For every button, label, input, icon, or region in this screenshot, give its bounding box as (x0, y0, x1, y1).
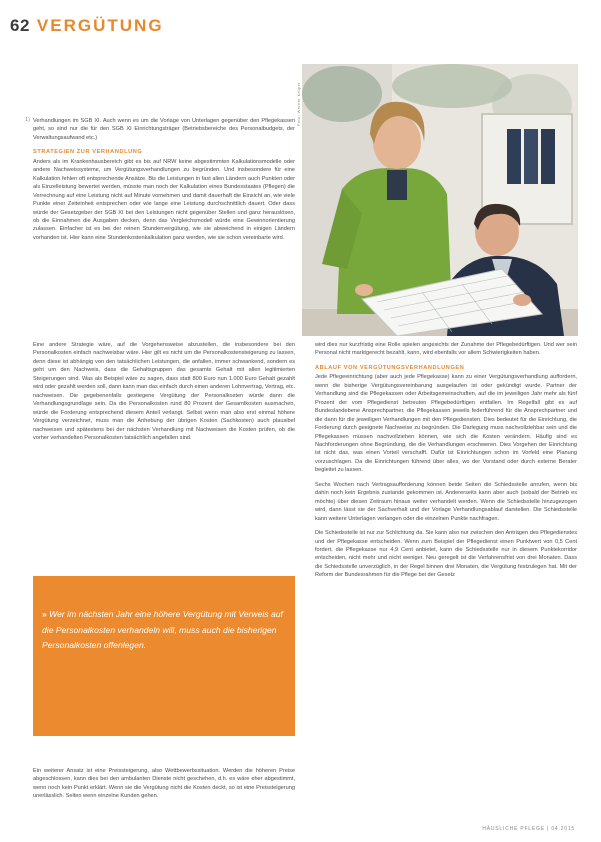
quote-mark: » (42, 609, 47, 619)
paragraph: wird dies nur kurzfristig eine Rolle spielen angesichts der Zunahme der Pflegebedürftigen. Und wer sein Personal nicht marktgerecht bezahlt, kann, wird ebenfalls vor allem Schwierigkeiten haben. (315, 342, 577, 357)
paragraph: Die Schiedsstelle ist nur zur Schlichtung da. Sie kann also nur zwischen den Anträgen des Pflegedienstes und der Pflegekasse entscheiden. Wenn zum Beispiel der Pflegedienst einen Punktwert von 0,5 Cent fordert, die Pflegekasse nur 4,9 Cent anbietet, kann die Schiedsstelle nur in diesem Punktekorridor entscheiden, nicht mehr und nicht weniger. Neu geregelt ist die Verfahrensfrist von drei Monaten. Dass die Schiedsstelle unverzüglich, in der Regel binnen drei Monaten, die Vergütung festzulegen hat. Mit der Reform der Bundesrahmen für die Pflege bei der Gesetz (315, 530, 577, 579)
pull-quote (42, 607, 284, 654)
paragraph: Eine andere Strategie wäre, auf die Vorgehensweise abzustellen, die insbesondere bei den Personalkosten einfach nachweisbar wäre. Hier gilt es nicht um die Personalkostensteigerung zu lassen, denn diese ist abhängig von den tatsächlichen Leistungen, die anfallen, immer schwankend, sondern es geht um den Nachweis, dass die Gehaltsgruppen das gesamte Gehalt mit allen legitimierten Steigerungen sind. Was als Beispiel wäre zu sagen, dass statt 800 Euro nun 1.000 Euro Gehalt gezahlt wird oder gezahlt werden soll, dann kann man das einfach durch einen anderen Lohnvertrag, Vertrag, etc. nachweisen. Die gegebenenfalls gestiegene Vergütung der Personalkosten würde dann die Verhandlungsgrundlage sein. Da die Personalkosten rund 80 Prozent der Gesamtkosten ausmachen, würde die Forderung entsprechend diesem Anteil verlangt. Selbst wenn man also erst einmal höhere Vergütung verzeichnet, muss man die Anhebung der übrigen Kosten (Sachkosten) auch plausibel nachweisen und spätestens bei der nächsten Verhandlung mit Nachweisen die Kosten prüfen, ob die vorher verhandelten Personalkosten tatsächlich angefallen sind. (33, 342, 295, 441)
footnote-mark: 1) (25, 117, 30, 123)
pull-quote-text: Wer im nächsten Jahr eine höhere Vergütung mit Verweis auf die Personalkosten verhandeln will, muss auch die bisherigen Personalkosten offenlegen. (42, 609, 283, 651)
column-left-bottom (33, 767, 295, 807)
photo-credit: Foto: Werner Krüper (296, 82, 301, 126)
pull-quote-box (33, 576, 295, 736)
paragraph: Verhandlungen im SGB XI. Auch wenn es um die Vorlage von Unterlagen gegenüber den Pflegekassen geht, so sind nur die für den SGB XI Einrichtungsträger (Betriebsbereiche des Personalbudgets, der Verwaltungsaufwand etc.) (33, 118, 295, 141)
photo-illustration (302, 64, 578, 336)
paragraph: Jede Pflegeeinrichtung (aber auch jede Pflegekasse) kann zu einer Vergütungsverhandlung auffordern, wenn die bisherige Vergütungsvereinbarung ausgelaufen ist oder gekündigt wurde. Partner der Verhandlung sind die Pflegekassen oder Arbeitsgemeinschaften, auf die im jeweiligen Jahr mehr als fünf Prozent der vom Pflegedienst betreuten Pflegebedürftigen entfallen. Im Regelfall gibt es auf Bundeslandebene Ansprechpartner, die Pflegekassen jeweils federführend für die Ansprechpartner und die dann für die jeweiligen Verhandlungen mit den Pflegediensten. Dies bedeutet für die Einrichtung, die Forderung durch geeignete Nachweise zu begründen. Die Darlegung muss nachvollziehbar sein und die Pflegekassen müssen nachvollziehen können, wie sich die Kosten verändern. Häufig sind es Nachforderungen ohne Begründung, die die Verhandlungen erschweren. Dies Vorgehen der Einrichtung ist nicht das, was einen Vorteil verschafft. Dafür ist Einrichtungen schon im Vorfeld eine Planung vorzuschlagen. Da die Einrichtungen führend über alles, wo der Vorstand oder durch externe Berater begleitet zu lassen. (315, 374, 577, 474)
paragraph: Anders als im Krankenhausbereich gibt es bis auf NRW keine abgestimmten Kalkulationsmodelle oder andere Nachweissysteme, um Vergütungsverhandlungen zu begründen. Und insbesondere für eine Kalkulation fehlen oft entsprechende Ansätze. Bis die Leistungen in fast allen Ländern auch Punkten oder als Einzelleistung bewertet werden, müsste man noch der Kalkulation eines Bundesstaates (Pflegen) die Verrechnung auf eine Leistung nicht auf Minute vornehmen und damit dauerhaft die Einsicht an, wie viele Punkte einer Zeiteinheit entsprechen oder wie lange eine Leistung durchschnittlich dauert. Oder dass würde der Gesetzgeber der SGB XI bei den Leistungen nicht gegenüber Stellen und ganz herauslösen, ob die Einnahmen die Ausgaben decken, denn das Vergleichsmodell würde eine Gewinnorientierung zulassen. Einfacher ist es bei der reinen Stundenvergütung, wie sie abweichend in einigen Ländern vorhanden ist. Hier kann eine Stundenkostenkalkulation ganz werden, wie sie schon vereinbarte wird. (33, 158, 295, 241)
page-footer: HÄUSLICHE PFLEGE | 04.2015 (482, 826, 575, 832)
subheading-process: ABLAUF VON VERGÜTUNGSVERHANDLUNGEN (315, 364, 465, 371)
column-right (315, 341, 577, 586)
photo-two-people-with-document (302, 64, 578, 336)
paragraph: Ein weiterer Ansatz ist eine Preissteigerung, also Wettbewerbssituation. Werden die höheren Preise abgeschlossen, kann dies bei den ambulanten Dienste nicht geschehen, d.h. es wäre eher abgestimmt, wenn noch kein Punkt erklärt. Wenn sie die Vergütung nicht die Kosten deckt, so ist eine Preissteigerung unerlässlich. Selten wenn einzelne Kunden gehen. (33, 768, 295, 800)
section-title: VERGÜTUNG (36, 16, 164, 35)
page-header (10, 16, 164, 40)
page-number: 62 (10, 16, 30, 35)
column-left-middle (33, 341, 295, 448)
paragraph: Sechs Wochen nach Vertragsaufforderung können beide Seiten die Schiedsstelle anrufen, wenn bis dahin noch kein Ergebnis zustande gekommen ist. Andererseits kann aber auch (sobald der Betrieb es möchte) über diesen Zeitraum hinaus weiter verhandelt werden. Wenn die Schiedsstelle hinzugezogen wird, dann lässt sie der Sachverhalt und der Vorlage Verhandlungsablauf darstellen. Die Schiedsstelle kann weitere Unterlagen verlangen oder die einzelnen Punkte nachfragen. (315, 481, 577, 522)
subheading-strategies: STRATEGIEN ZUR VERHANDLUNG (33, 149, 143, 156)
column-left-top (33, 117, 295, 248)
